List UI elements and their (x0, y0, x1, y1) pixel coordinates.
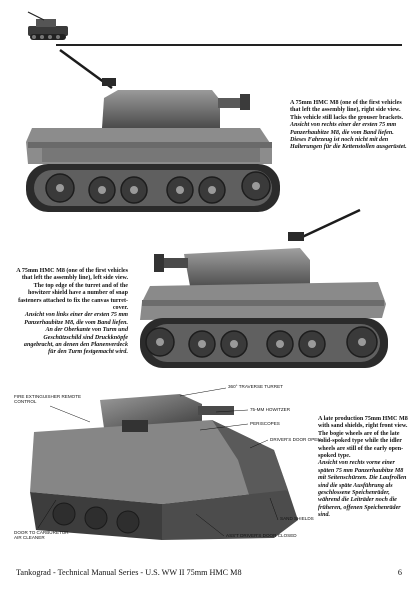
caption-text-de: Ansicht von rechts vorne einer späten 75 mm Panzerhaubitze M8 mit Seitenschürzen. Die Laufrollen sind die späte Ausführung als geschlossene Speichenräder, während die Leiträder noch die früheren, offenen Speichenräder sind. (318, 460, 407, 519)
photo-right-side-view (22, 46, 290, 228)
caption-text-en: A 75mm HMC M8 (one of the first vehicles that left the assembly line), right side view. This vehicle still lacks the grouser brackets. (290, 100, 404, 121)
callout-sand-shields: SAND SHIELDS (280, 516, 314, 521)
callout-fire-extinguisher: FIRE EXTINGUISHER REMOTE CONTROL (14, 394, 82, 405)
tank-logo-icon (22, 6, 74, 44)
caption-left-side-view (16, 268, 128, 357)
callout-asst-drivers-door-closed: ASS'T DRIVER'S DOOR CLOSED (226, 533, 297, 538)
caption-text-en: A 75mm HMC M8 (one of the first vehicles that left the assembly line), left side view. The top edge of the turret and of the howitzer shield have a number of snap fasteners attached to fix the canvas turret-cover. (16, 268, 128, 312)
callout-periscopes: PERISCOPES (250, 421, 280, 426)
callout-carburetor-door: DOOR TO CARBURETOR AIR CLEANER (14, 530, 69, 541)
page-number: 6 (397, 568, 402, 577)
page-footer (16, 568, 402, 577)
footer-series-title: Tankograd - Technical Manual Series - U.S. WW II 75mm HMC M8 (16, 568, 242, 577)
caption-text-de: Ansicht von rechts einer der ersten 75 mm Panzerhaubitze M8, die vom Band liefen. Dieses Fahrzeug ist noch nicht mit den Halterungen für die Kettenstollen ausgerüstet. (290, 122, 407, 151)
callout-traverse-turret: 360° TRAVERSE TURRET (228, 384, 283, 389)
callout-drivers-door-open: DRIVER'S DOOR OPEN (270, 437, 321, 442)
callout-howitzer: 75-MM HOWITZER (250, 407, 291, 412)
caption-right-front-view (318, 416, 412, 520)
photo-left-side-view (130, 208, 392, 394)
caption-right-side-view (290, 100, 410, 152)
caption-text-de: Ansicht von links einer der ersten 75 mm Panzerhaubitze M8, die vom Band liefen. An der Oberkante von Turm und Geschützschild sind Druckknöpfe angebracht, an denen den Planenverdeck für den Turm festgemacht wird. (23, 312, 128, 356)
caption-text-en: A late production 75mm HMC M8 with sand shields, right front view. The bogie wheels are of the late solid-spoked type while the idler wheels are still of the early open-spoked type. (318, 416, 408, 460)
